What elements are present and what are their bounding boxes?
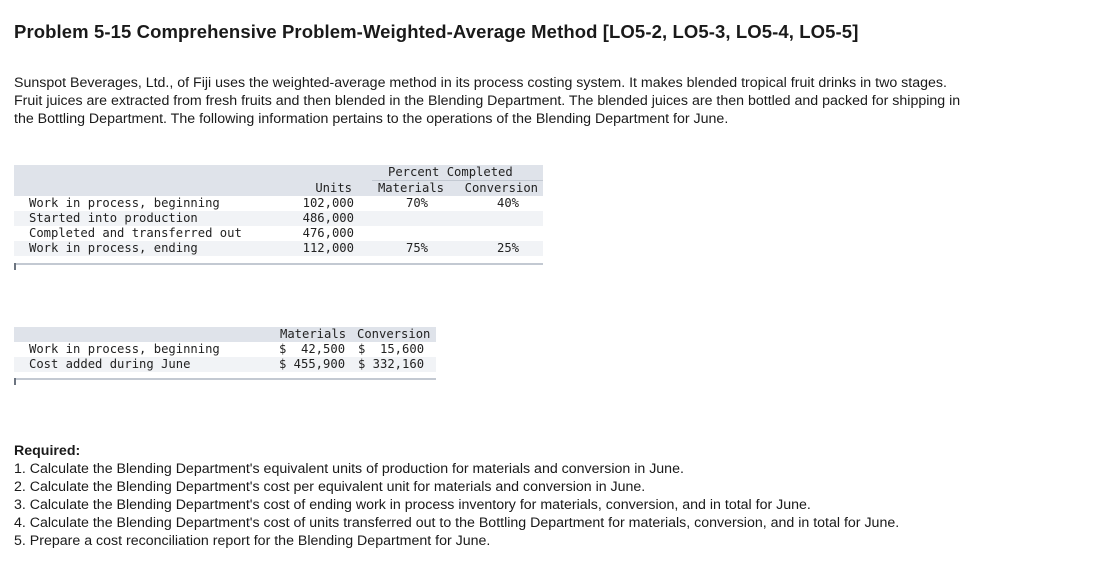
conversion-header: Conversion [464, 181, 538, 195]
required-section [14, 442, 974, 550]
table-bottom-rule [14, 378, 436, 380]
materials-percent: 70% [405, 196, 428, 210]
row-label: Work in process, beginning [29, 196, 220, 210]
materials-percent: 75% [405, 241, 428, 255]
row-label: Completed and transferred out [29, 226, 242, 240]
units-value: 476,000 [302, 226, 354, 240]
cost-conversion-header: Conversion [357, 327, 431, 341]
units-value: 102,000 [302, 196, 354, 210]
table-corner-mark [14, 378, 16, 385]
materials-header: Materials [377, 181, 444, 195]
percent-completed-header: Percent Completed [388, 165, 513, 179]
conversion-percent: 25% [496, 241, 519, 255]
required-item-5: 5. Prepare a cost reconciliation report for the Blending Department for June. [14, 533, 491, 549]
problem-description: Sunspot Beverages, Ltd., of Fiji uses the weighted-average method in its process costing system. It makes blended tropical fruit drinks in two stages. Fruit juices are extracted from fresh fruits and then blended in the Blending Department. The blended juices are then bottled and packed for shipping in the Bottling Department. The following information pertains to the operations of the Blending Department for June. [14, 75, 961, 127]
cost-materials-header: Materials [280, 327, 347, 341]
required-item-3: 3. Calculate the Blending Department's cost of ending work in process inventory for materials, conversion, and in total for June. [14, 497, 811, 513]
conversion-cost: $ 15,600 [358, 342, 425, 356]
required-item-2: 2. Calculate the Blending Department's cost per equivalent unit for materials and conversion in June. [14, 479, 646, 495]
conversion-cost: $ 332,160 [358, 357, 425, 371]
table-corner-mark [14, 263, 16, 270]
required-item-1: 1. Calculate the Blending Department's equivalent units of production for materials and conversion in June. [14, 461, 684, 477]
row-label: Started into production [29, 211, 198, 225]
units-value: 112,000 [302, 241, 354, 255]
row-label: Work in process, beginning [29, 342, 220, 356]
materials-cost: $ 455,900 [279, 357, 346, 371]
units-header: Units [315, 181, 352, 195]
required-item-4: 4. Calculate the Blending Department's cost of units transferred out to the Bottling Department for materials, conversion, and in total for June. [14, 515, 900, 531]
row-label: Work in process, ending [29, 241, 198, 255]
materials-cost: $ 42,500 [279, 342, 346, 356]
conversion-percent: 40% [496, 196, 519, 210]
required-heading: Required: [14, 443, 81, 459]
problem-title: Problem 5-15 Comprehensive Problem-Weighted-Average Method [LO5-2, LO5-3, LO5-4, LO5-5] [14, 21, 859, 42]
row-label: Cost added during June [29, 357, 191, 371]
units-value: 486,000 [302, 211, 354, 225]
table-bottom-rule [14, 263, 543, 265]
